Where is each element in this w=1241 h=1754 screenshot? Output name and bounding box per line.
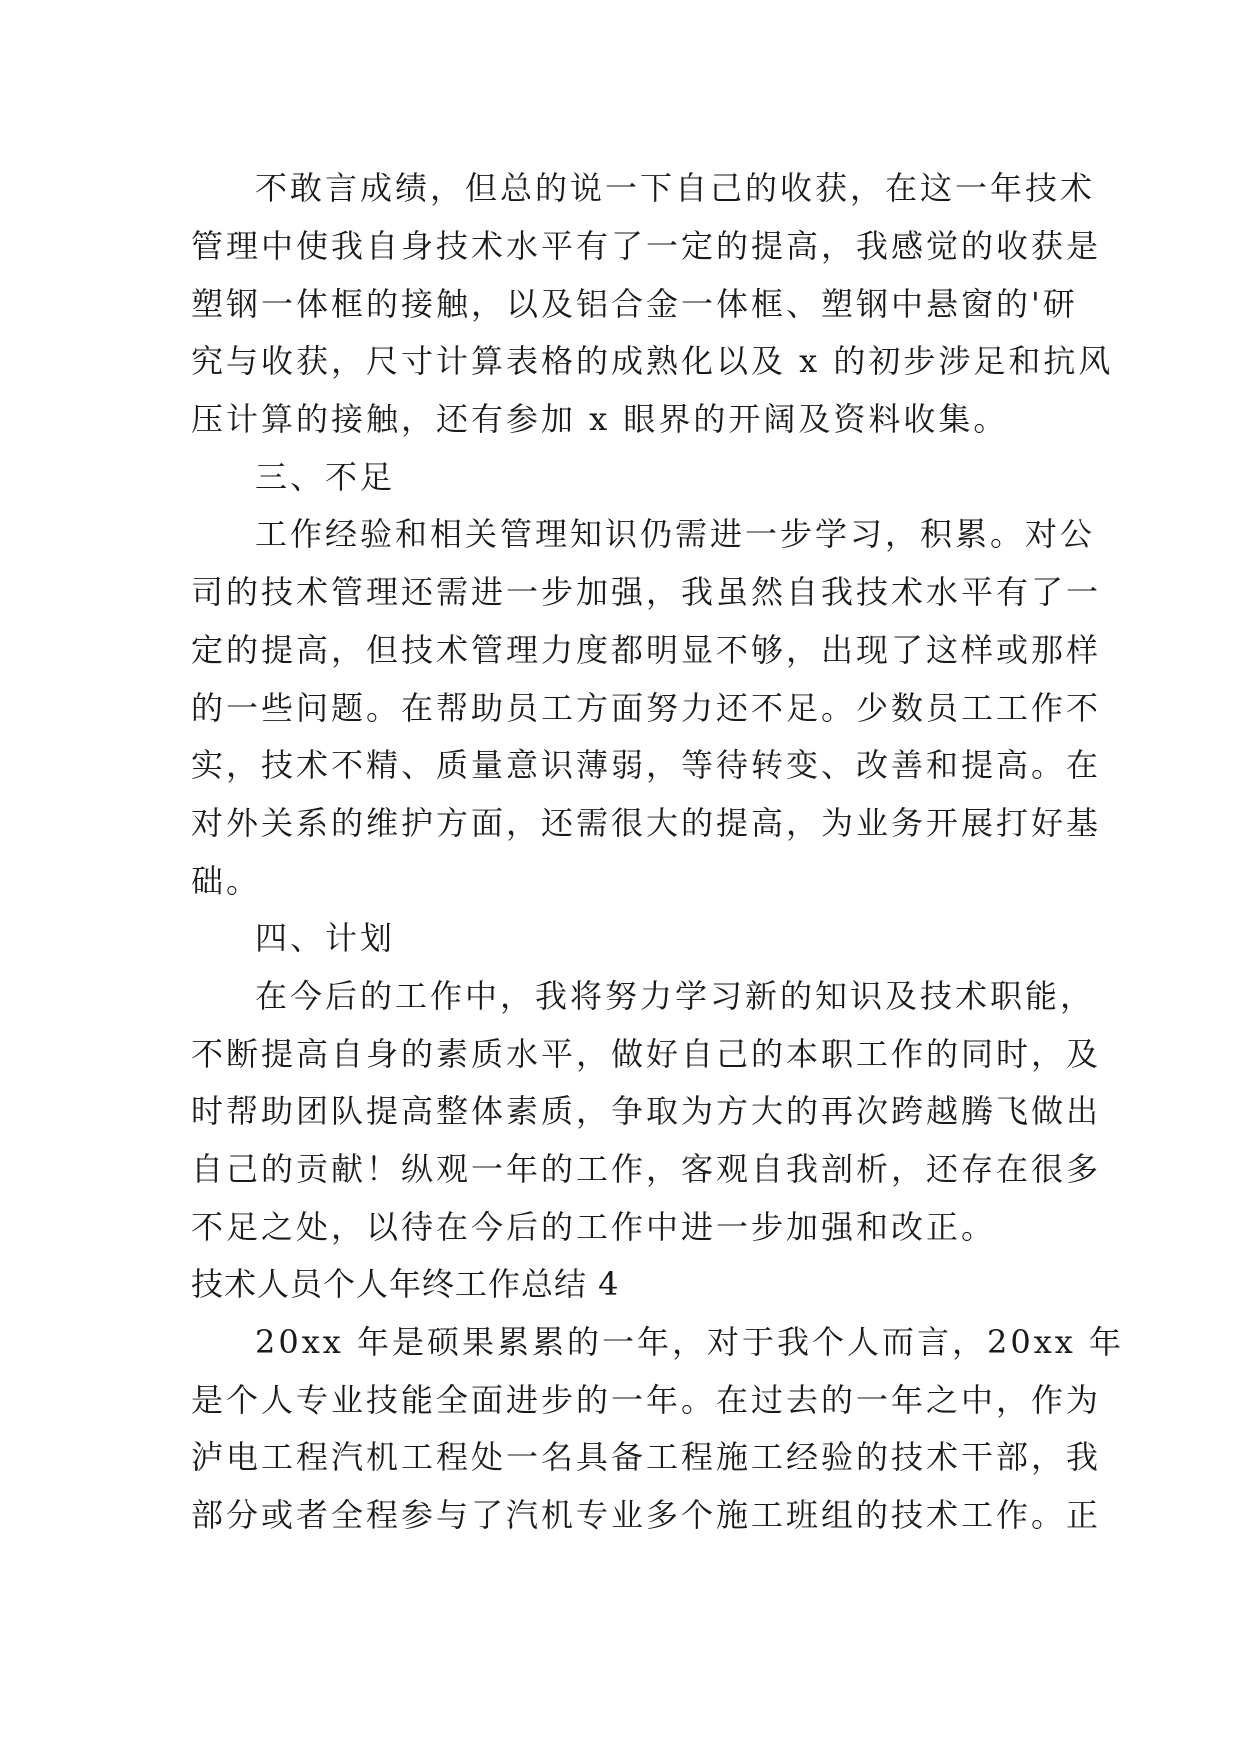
paragraph-line: 塑钢一体框的接触，以及铝合金一体框、塑钢中悬窗的'研: [191, 285, 1078, 323]
paragraph-line: 司的技术管理还需进一步加强，我虽然自我技术水平有了一: [191, 573, 1102, 611]
document-title: 技术人员个人年终工作总结 4: [191, 1265, 620, 1303]
paragraph-line: 不足之处，以待在今后的工作中进一步加强和改正。: [191, 1208, 997, 1246]
paragraph-line: 础。: [191, 862, 262, 900]
paragraph-line: 不断提高自身的素质水平，做好自己的本职工作的同时，及: [191, 1035, 1102, 1073]
paragraph-line: 究与收获，尺寸计算表格的成熟化以及 x 的初步涉足和抗风: [191, 342, 1114, 380]
section-heading: 四、计划: [255, 919, 396, 957]
paragraph-line: 部分或者全程参与了汽机专业多个施工班组的技术工作。正: [191, 1496, 1102, 1534]
paragraph-line: 压计算的接触，还有参加 x 眼界的开阔及资料收集。: [191, 400, 1009, 438]
paragraph-line: 20xx 年是硕果累累的一年，对于我个人而言，20xx 年: [255, 1323, 1124, 1361]
section-heading: 三、不足: [255, 458, 396, 496]
paragraph-line: 不敢言成绩，但总的说一下自己的收获，在这一年技术: [255, 169, 1096, 207]
paragraph-line: 实，技术不精、质量意识薄弱，等待转变、改善和提高。在: [191, 746, 1102, 784]
paragraph-line: 管理中使我自身技术水平有了一定的提高，我感觉的收获是: [191, 227, 1102, 265]
paragraph-line: 泸电工程汽机工程处一名具备工程施工经验的技术干部，我: [191, 1438, 1102, 1476]
paragraph-line: 时帮助团队提高整体素质，争取为方大的再次跨越腾飞做出: [191, 1092, 1102, 1130]
paragraph-line: 定的提高，但技术管理力度都明显不够，出现了这样或那样: [191, 631, 1102, 669]
paragraph-line: 的一些问题。在帮助员工方面努力还不足。少数员工工作不: [191, 689, 1102, 727]
paragraph-line: 工作经验和相关管理知识仍需进一步学习，积累。对公: [255, 515, 1096, 553]
paragraph-line: 对外关系的维护方面，还需很大的提高，为业务开展打好基: [191, 804, 1102, 842]
paragraph-line: 自己的贡献！纵观一年的工作，客观自我剖析，还存在很多: [191, 1150, 1102, 1188]
paragraph-line: 是个人专业技能全面进步的一年。在过去的一年之中，作为: [191, 1381, 1102, 1419]
paragraph-line: 在今后的工作中，我将努力学习新的知识及技术职能，: [255, 977, 1096, 1015]
